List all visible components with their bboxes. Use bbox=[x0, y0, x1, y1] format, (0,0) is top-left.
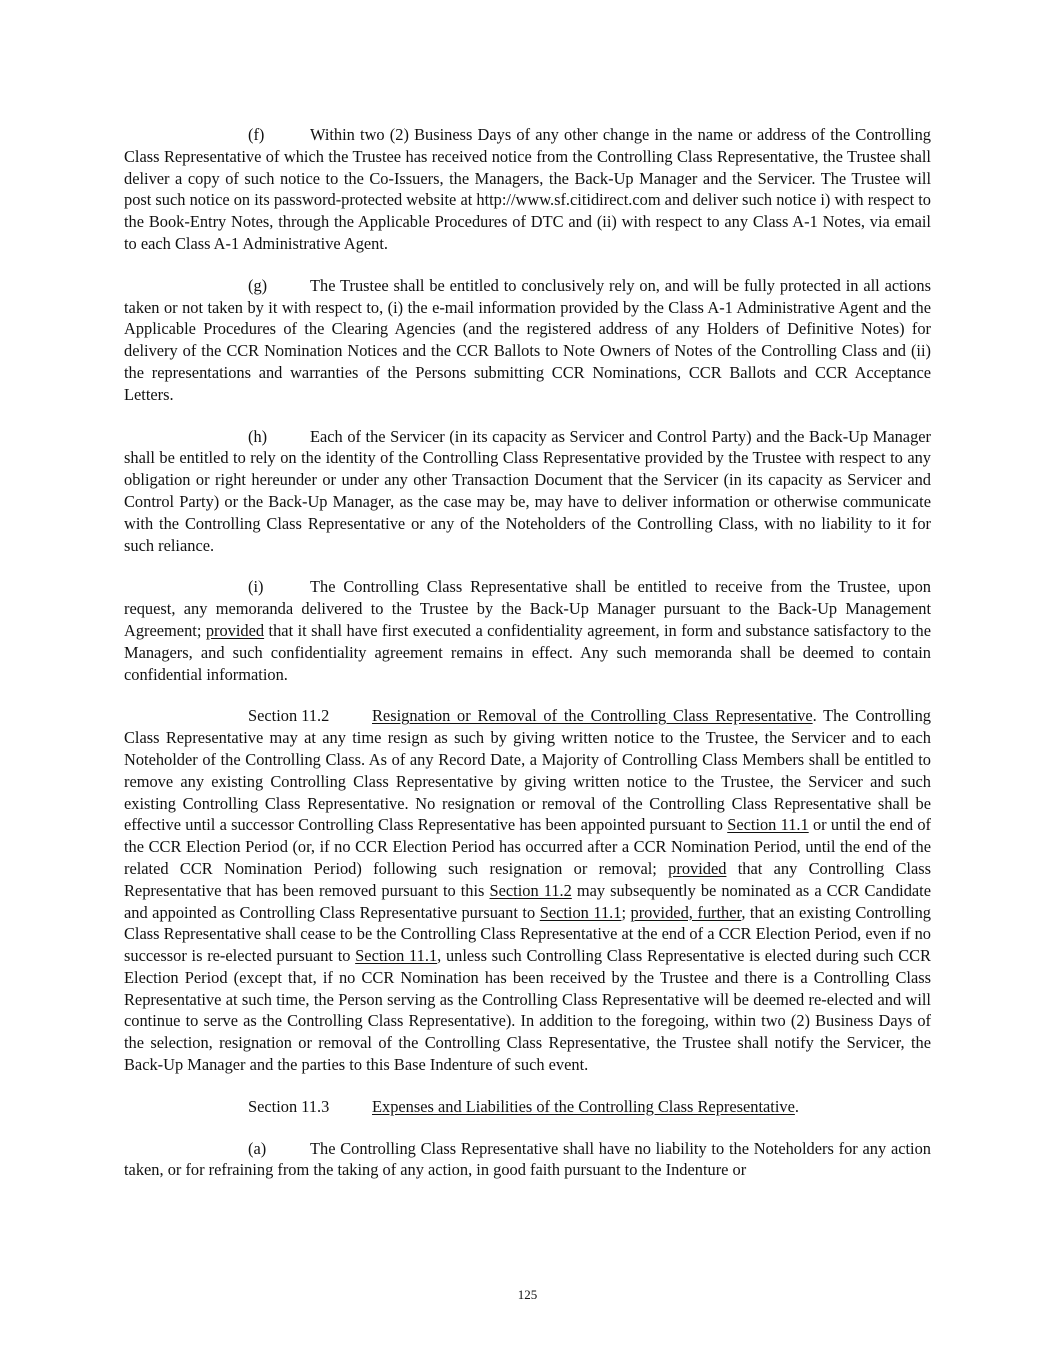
section-text: . bbox=[794, 1096, 799, 1116]
provided-term: provided bbox=[205, 620, 265, 640]
document-page bbox=[124, 124, 931, 1201]
section-11-3-heading bbox=[124, 1096, 931, 1118]
provided-term: provided, further bbox=[630, 902, 742, 922]
section-text: . The Controlling Class Representative may at any time resign as such by giving written notice to the Trustee, the Servicer and to each Noteholder of the Controlling Class. As of any Record Date, a Majority of Controlling Class Members shall be entitled to remove any existing Controlling Class Representative by giving written notice to the Trustee, the Servicer and such existing Controlling Class Representative. No resignation or removal of the Controlling Class Representative shall be effective until a successor Controlling Class Representative has been appointed pursuant to bbox=[124, 706, 931, 835]
paragraph-text: The Trustee shall be entitled to conclusively rely on, and will be fully protected in all actions taken or not taken by it with respect to, (i) the e-mail information provided by the Class A-1 Administrative Agent and the Applicable Procedures of the Clearing Agencies (and the registered address of any Holders of Definitive Notes) for delivery of the CCR Nomination Notices and the CCR Ballots to Note Owners of Notes of the Controlling Class and (ii) the representations and warranties of the Persons submitting CCR Nominations, CCR Ballots and CCR Acceptance Letters. bbox=[124, 275, 931, 404]
paragraph-text: The Controlling Class Representative shall have no liability to the Noteholders for any action taken, or for refraining from the taking of any action, in good faith pursuant to the Indenture or bbox=[124, 1138, 931, 1180]
page-number: 125 bbox=[517, 1287, 538, 1302]
paragraph-text: Within two (2) Business Days of any other change in the name or address of the Controlling Class Representative of which the Trustee has received notice from the Controlling Class Representative, the Trustee shall deliver a copy of such notice to the Co-Issuers, the Managers, the Back-Up Manager and the Servicer. The Trustee will post such notice on its password-protected website at http://www.sf.citidirect.com and deliver such notice i) with respect to the Book-Entry Notes, through the Applicable Procedures of DTC and (ii) with respect to any Class A-1 Notes, via email to each Class A-1 Administrative Agent. bbox=[124, 125, 931, 253]
paragraph-i bbox=[124, 576, 931, 685]
paragraph-a bbox=[124, 1138, 931, 1182]
paragraph-text: Each of the Servicer (in its capacity as Servicer and Control Party) and the Back-Up Manager shall be entitled to rely on the identity of the Controlling Class Representative provided by the Trustee with respect to any obligation or right hereunder or under any other Transaction Document that the Servicer (in its capacity as Servicer and Control Party) or the Back-Up Manager, as the case may be, may have to deliver information or otherwise communicate with the Controlling Class Representative or any of the Noteholders of the Controlling Class, with no liability to it for such reliance. bbox=[124, 426, 931, 555]
section-reference: Section 11.2 bbox=[489, 880, 572, 900]
paragraph-label: (g) bbox=[248, 275, 268, 295]
section-text: , that an existing Controlling Class Representative shall cease to be the Controlling Class Representative at the end of a CCR Election Period, even if no successor is re-elected pursuant to bbox=[124, 902, 931, 966]
section-title: Resignation or Removal of the Controlling Class Representative bbox=[372, 706, 813, 726]
paragraph-g bbox=[124, 275, 931, 406]
paragraph-label: (h) bbox=[248, 426, 268, 446]
section-title: Expenses and Liabilities of the Controlling Class Representative bbox=[372, 1096, 795, 1116]
section-reference: Section 11.1 bbox=[539, 902, 622, 922]
section-11-2 bbox=[124, 705, 931, 1076]
section-reference: Section 11.1 bbox=[727, 815, 809, 835]
paragraph-text: The Controlling Class Representative shall be entitled to receive from the Trustee, upon request, any memoranda delivered to the Trustee by the Back-Up Manager pursuant to the Back-Up Management Agreement; bbox=[124, 577, 931, 640]
paragraph-f bbox=[124, 124, 931, 255]
section-text: that any Controlling Class Representative that has been removed pursuant to this bbox=[124, 858, 931, 900]
section-text: or until the end of the CCR Election Period (or, if no CCR Election Period has occurred after a CCR Nomination Period, until the end of the related CCR Nomination Period) following such resignation or removal; bbox=[124, 815, 931, 878]
paragraph-label: (f) bbox=[248, 125, 265, 144]
paragraph-text: that it shall have first executed a confidentiality agreement, in form and substance satisfactory to the Managers, and such confidentiality agreement remains in effect. Any such memoranda shall be deemed to contain confidential information. bbox=[124, 620, 931, 684]
section-reference: Section 11.1 bbox=[355, 946, 438, 966]
provided-term: provided bbox=[668, 858, 727, 878]
section-text: ; bbox=[621, 902, 631, 922]
section-number: Section 11.2 bbox=[248, 706, 330, 726]
section-text: may subsequently be nominated as a CCR Candidate and appointed as Controlling Class Representative pursuant to bbox=[124, 880, 931, 922]
paragraph-h bbox=[124, 426, 931, 557]
section-text: , unless such Controlling Class Representative is elected during such CCR Election Period (except that, if no CCR Nomination has been received by the Trustee and there is a Controlling Class Representative at such time, the Person serving as the Controlling Class Representative will be deemed re-elected and will continue to serve as the Controlling Class Representative). In addition to the foregoing, within two (2) Business Days of the selection, resignation or removal of the Controlling Class Representative, the Trustee shall notify the Servicer, the Back-Up Manager and the parties to this Base Indenture of such event. bbox=[124, 946, 931, 1075]
paragraph-label: (i) bbox=[248, 577, 264, 597]
section-number: Section 11.3 bbox=[248, 1096, 330, 1116]
paragraph-label: (a) bbox=[248, 1138, 267, 1158]
